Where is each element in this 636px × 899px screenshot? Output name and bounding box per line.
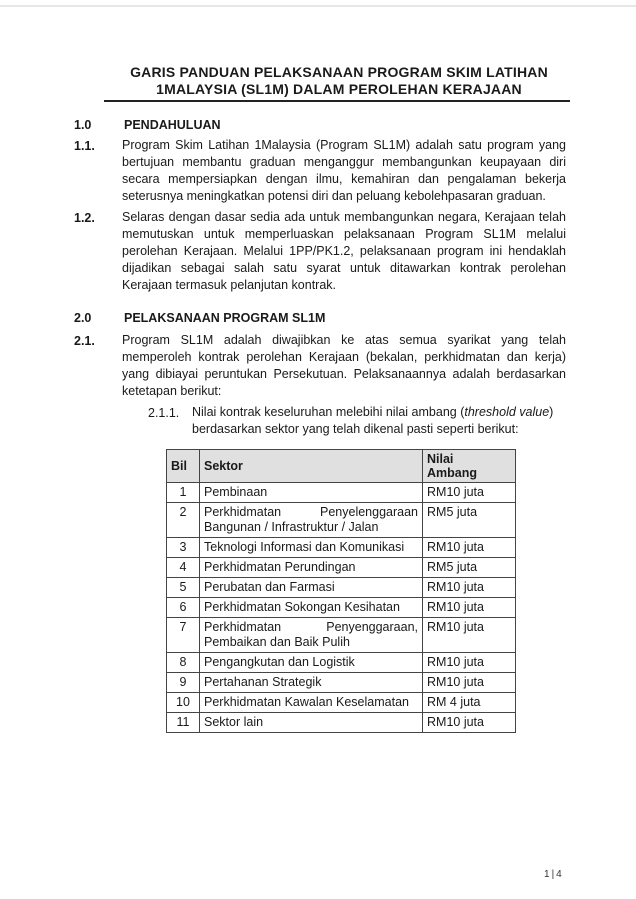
paragraph-number: 1.2. — [74, 211, 95, 225]
cell-sektor: Perkhidmatan Perundingan — [200, 558, 423, 578]
header-bil: Bil — [167, 450, 200, 483]
table-row — [167, 693, 516, 713]
cell-bil: 1 — [167, 483, 200, 503]
cell-bil: 8 — [167, 653, 200, 673]
top-edge-line — [0, 5, 636, 7]
document-title-line1: GARIS PANDUAN PELAKSANAAN PROGRAM SKIM LATIHAN — [130, 64, 548, 80]
paragraph-text: Program Skim Latihan 1Malaysia (Program SL1M) adalah satu program yang bertujuan membantu graduan menganggur membangunkan keupayaan diri secara mempersiapkan dengan ilmu, kemahiran dan pengalaman bekerja seterusnya meningkatkan potensi diri dan peluang kebolehpasaran graduan. — [122, 138, 566, 203]
subparagraph-text-part: ) berdasarkan sektor yang telah dikenal pasti seperti berikut: — [192, 405, 554, 436]
section-number: 2.0 — [74, 311, 92, 325]
paragraph-text: Program SL1M adalah diwajibkan ke atas semua syarikat yang telah memperoleh kontrak perolehan Kerajaan (bekalan, perkhidmatan dan kerja) yang dibiayai peruntukan Persekutuan. Pelaksanaannya adalah berdasarkan ketetapan berikut: — [122, 333, 566, 398]
page-separator: | — [551, 869, 555, 880]
cell-nilai: RM5 juta — [423, 503, 516, 538]
cell-sektor: Sektor lain — [200, 713, 423, 733]
cell-nilai: RM10 juta — [423, 713, 516, 733]
cell-nilai: RM10 juta — [423, 483, 516, 503]
cell-nilai: RM10 juta — [423, 653, 516, 673]
paragraph-number: 2.1. — [74, 334, 95, 348]
cell-sektor-line2: Pembaikan dan Baik Pulih — [204, 635, 350, 649]
cell-bil: 3 — [167, 538, 200, 558]
table-header-row — [167, 450, 516, 483]
title-underline — [104, 100, 570, 102]
cell-nilai: RM 4 juta — [423, 693, 516, 713]
subparagraph-text — [192, 404, 566, 438]
cell-sektor: Pengangkutan dan Logistik — [200, 653, 423, 673]
cell-sektor-line1 — [204, 620, 418, 635]
section-number: 1.0 — [74, 118, 92, 132]
header-sektor: Sektor — [200, 450, 423, 483]
table-row — [167, 538, 516, 558]
page-total: 4 — [556, 869, 562, 880]
cell-sektor: Pembinaan — [200, 483, 423, 503]
header-nilai-ambang — [423, 450, 516, 483]
cell-bil: 5 — [167, 578, 200, 598]
subparagraph-text-part: Nilai kontrak keseluruhan melebihi nilai ambang ( — [192, 405, 465, 419]
cell-sektor: Pertahanan Strategik — [200, 673, 423, 693]
document-title-line2: 1MALAYSIA (SL1M) DALAM PEROLEHAN KERAJAAN — [156, 81, 522, 97]
page-current: 1 — [544, 869, 550, 880]
cell-nilai: RM10 juta — [423, 618, 516, 653]
section-title: PELAKSANAAN PROGRAM SL1M — [124, 311, 326, 325]
threshold-table — [166, 449, 516, 733]
table-row — [167, 713, 516, 733]
paragraph-text: Selaras dengan dasar sedia ada untuk membangunkan negara, Kerajaan telah memutuskan untuk memperluaskan pelaksanaan Program SL1M melalui perolehan Kerajaan. Melalui 1PP/PK1.2, pelaksanaan program ini hendaklah dijadikan sebagai salah satu syarat untuk ditawarkan kontrak perolehan Kerajaan termasuk pelanjutan kontrak. — [122, 210, 566, 292]
cell-nilai: RM10 juta — [423, 578, 516, 598]
cell-bil: 11 — [167, 713, 200, 733]
cell-sektor-word: Perkhidmatan — [204, 620, 282, 634]
paragraph-number: 1.1. — [74, 139, 95, 153]
cell-bil: 10 — [167, 693, 200, 713]
table-row — [167, 503, 516, 538]
cell-bil: 6 — [167, 598, 200, 618]
table-row — [167, 618, 516, 653]
cell-sektor: Perkhidmatan Kawalan Keselamatan — [200, 693, 423, 713]
cell-sektor-word: Perkhidmatan — [204, 505, 282, 519]
cell-sektor: Teknologi Informasi dan Komunikasi — [200, 538, 423, 558]
cell-sektor: Perkhidmatan Sokongan Kesihatan — [200, 598, 423, 618]
table-row — [167, 578, 516, 598]
section-title: PENDAHULUAN — [124, 118, 221, 132]
table-row — [167, 673, 516, 693]
table-row — [167, 483, 516, 503]
cell-nilai: RM10 juta — [423, 673, 516, 693]
page-number — [544, 869, 562, 880]
cell-sektor — [200, 618, 423, 653]
cell-nilai: RM10 juta — [423, 598, 516, 618]
table-row — [167, 558, 516, 578]
cell-nilai: RM5 juta — [423, 558, 516, 578]
cell-sektor-line2: Bangunan / Infrastruktur / Jalan — [204, 520, 379, 534]
cell-sektor-word: Penyelenggaraan — [320, 505, 418, 519]
table-row — [167, 598, 516, 618]
cell-sektor-line1 — [204, 505, 418, 520]
cell-bil: 2 — [167, 503, 200, 538]
cell-nilai: RM10 juta — [423, 538, 516, 558]
table-row — [167, 653, 516, 673]
header-nilai-line2: Ambang — [427, 466, 477, 480]
subparagraph-italic-term: threshold value — [464, 405, 550, 419]
subparagraph-number: 2.1.1. — [148, 406, 180, 420]
cell-sektor: Perubatan dan Farmasi — [200, 578, 423, 598]
cell-bil: 4 — [167, 558, 200, 578]
header-nilai-line1: Nilai — [427, 452, 454, 466]
cell-bil: 9 — [167, 673, 200, 693]
cell-sektor-word: Penyenggaraan, — [326, 620, 418, 634]
cell-bil: 7 — [167, 618, 200, 653]
cell-sektor — [200, 503, 423, 538]
